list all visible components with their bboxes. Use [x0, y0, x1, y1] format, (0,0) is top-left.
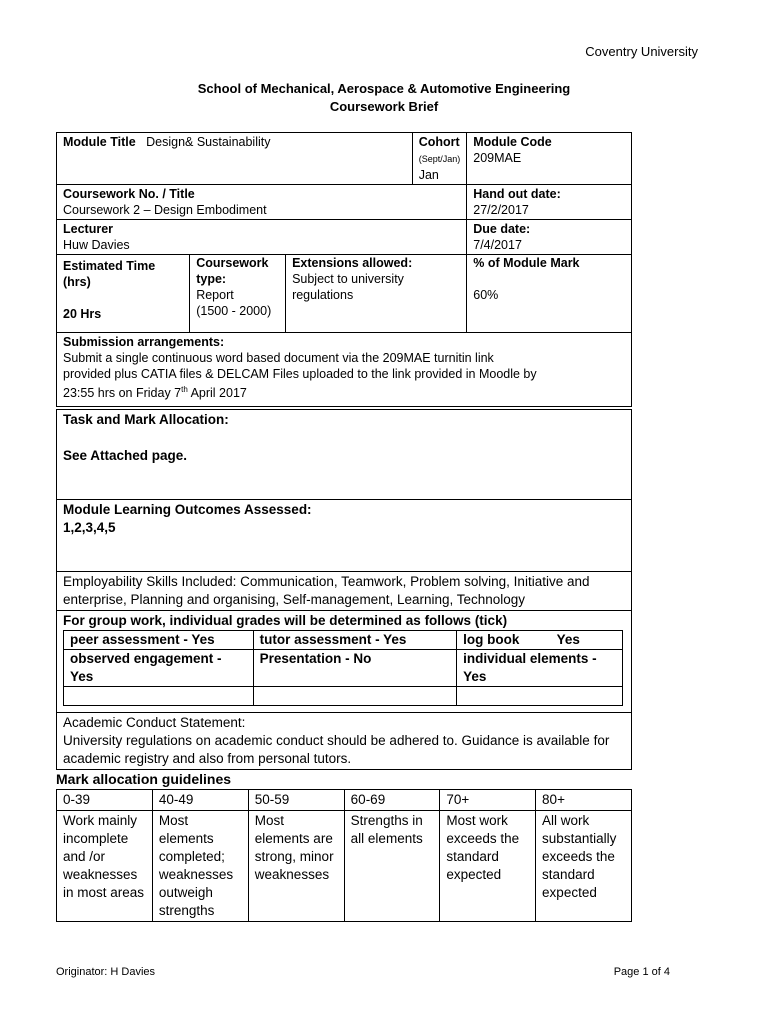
due-date-cell: [467, 220, 632, 255]
task-table: [56, 409, 632, 770]
employability-cell: Employability Skills Included: Communication, Teamwork, Problem solving, Initiative and enterprise, Planning and organising, Self-management, Learning, Technology: [57, 572, 632, 611]
module-code-cell: [467, 133, 632, 185]
coursework-title-label: Coursework No. / Title: [63, 187, 195, 201]
band-header: 60-69: [344, 790, 440, 811]
university-name: Coventry University: [585, 44, 698, 59]
cohort-value: Jan: [418, 168, 439, 182]
module-title-value: Design& Sustainability: [146, 135, 271, 149]
school-title: School of Mechanical, Aerospace & Automotive Engineering: [197, 81, 571, 96]
submission-line-3: 23:55 hrs on Friday 7th April 2017: [63, 385, 247, 401]
task-allocation-cell: [57, 410, 632, 500]
group-cell: [253, 687, 457, 706]
submission-cell: [57, 333, 632, 407]
document-title: Coursework Brief: [329, 99, 439, 114]
group-work-table: [63, 630, 623, 706]
group-work-cell: [57, 611, 632, 713]
lecturer-value: Huw Davies: [63, 238, 130, 252]
band-description: Most work exceeds the standard expected: [440, 811, 536, 922]
estimated-time-cell: [57, 255, 190, 333]
lecturer-cell: [57, 220, 467, 255]
coursework-info-table: [56, 132, 632, 407]
band-description: All work substantially exceeds the standard expected: [536, 811, 632, 922]
coursework-type-words: (1500 - 2000): [196, 304, 272, 318]
group-cell: observed engagement - Yes: [64, 650, 254, 687]
coursework-title-cell: [57, 185, 467, 220]
module-code-value: 209MAE: [473, 151, 522, 165]
module-title-cell: [57, 133, 413, 185]
handout-cell: [467, 185, 632, 220]
coursework-type-cell: [190, 255, 286, 333]
group-cell: log book Yes: [457, 631, 623, 650]
extensions-cell: [286, 255, 467, 333]
group-cell: individual elements - Yes: [457, 650, 623, 687]
coursework-type-value: Report: [196, 288, 234, 302]
mark-guidelines-title: Mark allocation guidelines: [56, 771, 232, 787]
due-date-value: 7/4/2017: [473, 238, 522, 252]
band-header: 50-59: [248, 790, 344, 811]
learning-outcomes-label: Module Learning Outcomes Assessed:: [63, 502, 312, 517]
band-header: 40-49: [152, 790, 248, 811]
group-cell: peer assessment - Yes: [64, 631, 254, 650]
cohort-cell: [412, 133, 467, 185]
submission-line-2: provided plus CATIA files & DELCAM Files uploaded to the link provided in Moodle by: [63, 367, 537, 381]
percent-module-label: % of Module Mark: [473, 256, 580, 270]
band-description: Most elements are strong, minor weaknesses: [248, 811, 344, 922]
percent-module-value: 60%: [473, 288, 499, 302]
estimated-time-label: Estimated Time (hrs): [63, 259, 156, 289]
footer-originator: Originator: H Davies: [56, 966, 156, 978]
percent-module-cell: [467, 255, 632, 333]
group-cell: Presentation - No: [253, 650, 457, 687]
band-header: 80+: [536, 790, 632, 811]
module-code-label: Module Code: [473, 135, 552, 149]
due-date-label: Due date:: [473, 222, 531, 236]
cohort-note: (Sept/Jan): [418, 154, 461, 164]
band-description: Work mainly incomplete and /or weaknesses in most areas: [57, 811, 153, 922]
band-description: Most elements completed; weaknesses outweigh strengths: [152, 811, 248, 922]
handout-label: Hand out date:: [473, 187, 561, 201]
estimated-time-value: 20 Hrs: [63, 307, 102, 321]
group-work-heading: For group work, individual grades will be determined as follows (tick): [63, 613, 508, 628]
group-cell: tutor assessment - Yes: [253, 631, 457, 650]
band-description: Strengths in all elements: [344, 811, 440, 922]
task-allocation-value: See Attached page.: [63, 448, 188, 463]
task-allocation-label: Task and Mark Allocation:: [63, 412, 229, 427]
coursework-title-value: Coursework 2 – Design Embodiment: [63, 203, 267, 217]
cohort-label: Cohort: [418, 135, 460, 149]
coursework-type-label: Coursework type:: [196, 256, 269, 286]
academic-conduct-label: Academic Conduct Statement:: [63, 715, 246, 730]
academic-conduct-cell: [57, 713, 632, 770]
group-cell: [457, 687, 623, 706]
submission-label: Submission arrangements:: [63, 335, 225, 349]
group-cell: [64, 687, 254, 706]
extensions-label: Extensions allowed:: [292, 256, 413, 270]
mark-guidelines-table: [56, 789, 632, 922]
band-header: 70+: [440, 790, 536, 811]
module-title-label: Module Title: [63, 135, 136, 149]
footer-page-number: Page 1 of 4: [613, 966, 670, 978]
academic-conduct-text: University regulations on academic conduct should be adhered to. Guidance is available for academic registry and also from personal tutors.: [63, 733, 610, 766]
submission-line-1: Submit a single continuous word based document via the 209MAE turnitin link: [63, 351, 494, 365]
learning-outcomes-value: 1,2,3,4,5: [63, 520, 116, 535]
extensions-value: Subject to university regulations: [292, 272, 404, 302]
handout-value: 27/2/2017: [473, 203, 529, 217]
lecturer-label: Lecturer: [63, 222, 114, 236]
band-header: 0-39: [57, 790, 153, 811]
learning-outcomes-cell: [57, 500, 632, 572]
